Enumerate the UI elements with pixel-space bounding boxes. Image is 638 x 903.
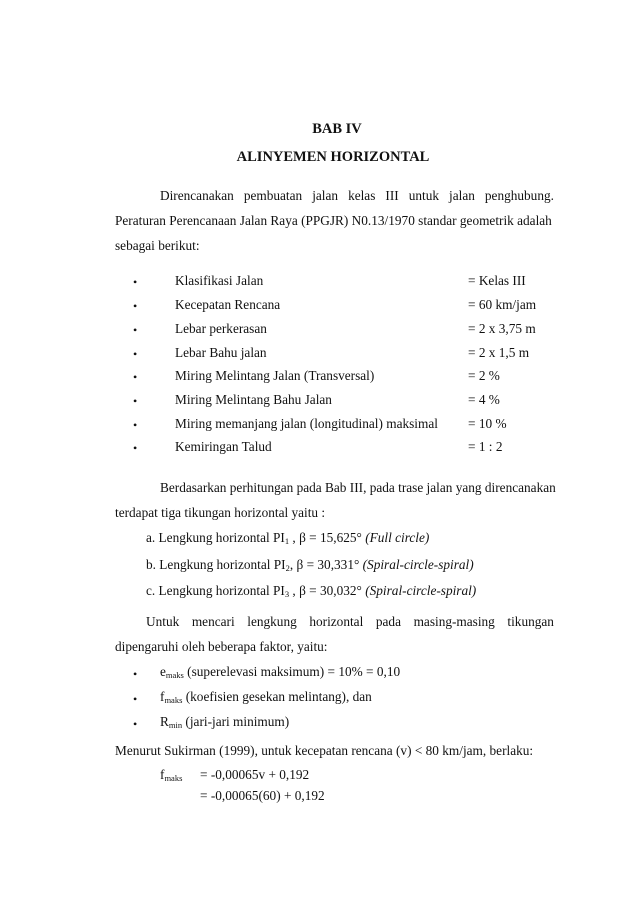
- bullet-icon: •: [133, 418, 138, 432]
- curve-index: 3: [284, 589, 290, 599]
- bullet-icon: •: [133, 323, 138, 337]
- curve-item: [146, 583, 476, 599]
- bullet-icon: •: [133, 692, 138, 706]
- word: Direncanakan: [160, 188, 234, 203]
- curve-type: (Spiral-circle-spiral): [365, 583, 477, 598]
- spec-label: Miring memanjang jalan (longitudinal) maksimal: [175, 416, 438, 431]
- word: untuk: [408, 188, 440, 203]
- factor-text: [160, 664, 400, 680]
- word: penghubung.: [484, 188, 554, 203]
- formula-line-2: = -0,00065(60) + 0,192: [200, 788, 325, 803]
- curve-type: (Full circle): [365, 530, 430, 545]
- word: jalan: [449, 188, 475, 203]
- spec-value: = 2 x 3,75 m: [468, 321, 536, 336]
- spec-label: Miring Melintang Jalan (Transversal): [175, 368, 375, 383]
- bullet-icon: •: [133, 394, 138, 408]
- spec-label: Kemiringan Talud: [175, 439, 272, 454]
- factor-description: (jari-jari minimum): [182, 714, 290, 729]
- bullet-icon: •: [133, 717, 138, 731]
- para2-line-2: terdapat tiga tikungan horizontal yaitu :: [115, 505, 326, 520]
- factor-description: (superelevasi maksimum) = 10% = 0,10: [183, 664, 401, 679]
- word: mencari: [191, 614, 235, 629]
- bullet-icon: •: [133, 299, 138, 313]
- factor-description: (koefisien gesekan melintang), dan: [182, 689, 372, 704]
- spec-value: = 10 %: [468, 416, 507, 431]
- factor-text: [160, 689, 372, 705]
- para2-line-1: Berdasarkan perhitungan pada Bab III, pada trase jalan yang direncanakan: [160, 480, 556, 495]
- spec-label: Miring Melintang Bahu Jalan: [175, 392, 332, 407]
- curve-type: (Spiral-circle-spiral): [362, 557, 474, 572]
- factor-text: [160, 714, 289, 730]
- curve-index: 2: [285, 563, 290, 573]
- word: masing-masing: [413, 614, 495, 629]
- curve-index: 1: [284, 536, 290, 546]
- curve-prefix: b. Lengkung horizontal PI: [146, 557, 286, 572]
- formula-sym: f: [160, 767, 165, 782]
- word: kelas: [348, 188, 376, 203]
- factor-symbol: e: [160, 664, 166, 679]
- word: lengkung: [247, 614, 297, 629]
- para3-line-2: dipengaruhi oleh beberapa faktor, yaitu:: [115, 639, 328, 654]
- word: tikungan: [507, 614, 554, 629]
- bullet-icon: •: [133, 275, 138, 289]
- curve-angle: , β = 15,625°: [289, 530, 366, 545]
- word: pada: [375, 614, 401, 629]
- word: horizontal: [309, 614, 364, 629]
- bullet-icon: •: [133, 347, 138, 361]
- bullet-icon: •: [133, 370, 138, 384]
- word: Untuk: [146, 614, 180, 629]
- factor-subscript: maks: [164, 695, 183, 705]
- intro-line-1: [160, 188, 554, 204]
- chapter-heading: BAB IV: [312, 121, 362, 137]
- curve-angle: , β = 30,331°: [289, 557, 363, 572]
- curve-prefix: c. Lengkung horizontal PI: [146, 583, 285, 598]
- spec-label: Lebar perkerasan: [175, 321, 267, 336]
- factor-subscript: maks: [165, 670, 184, 680]
- curve-angle: , β = 30,032°: [289, 583, 366, 598]
- spec-value: = 4 %: [468, 392, 500, 407]
- factor-symbol: f: [160, 689, 165, 704]
- curve-prefix: a. Lengkung horizontal PI: [146, 530, 285, 545]
- spec-label: Klasifikasi Jalan: [175, 273, 264, 288]
- spec-value: = 2 %: [468, 368, 500, 383]
- word: pembuatan: [243, 188, 303, 203]
- word: III: [385, 188, 399, 203]
- formula-line-1: = -0,00065v + 0,192: [200, 767, 310, 782]
- factor-symbol: R: [160, 714, 169, 729]
- intro-line-3: sebagai berikut:: [115, 238, 200, 253]
- formula-subscript: maks: [164, 773, 183, 783]
- bullet-icon: •: [133, 441, 138, 455]
- spec-value: = 60 km/jam: [468, 297, 537, 312]
- spec-label: Kecepatan Rencana: [175, 297, 281, 312]
- formula-intro: Menurut Sukirman (1999), untuk kecepatan rencana (v) < 80 km/jam, berlaku:: [115, 743, 534, 758]
- curve-item: [146, 557, 474, 573]
- curve-item: [146, 530, 429, 546]
- word: jalan: [312, 188, 339, 203]
- spec-value: = 2 x 1,5 m: [468, 345, 530, 360]
- spec-value: = Kelas III: [468, 273, 526, 288]
- formula-symbol: [160, 767, 182, 783]
- intro-line-2: Peraturan Perencanaan Jalan Raya (PPGJR) N0.13/1970 standar geometrik adalah: [115, 213, 552, 228]
- factor-subscript: min: [168, 720, 183, 730]
- section-title: ALINYEMEN HORIZONTAL: [236, 149, 430, 165]
- para3-line-1: [146, 614, 554, 630]
- bullet-icon: •: [133, 667, 138, 681]
- spec-value: = 1 : 2: [468, 439, 503, 454]
- spec-label: Lebar Bahu jalan: [175, 345, 267, 360]
